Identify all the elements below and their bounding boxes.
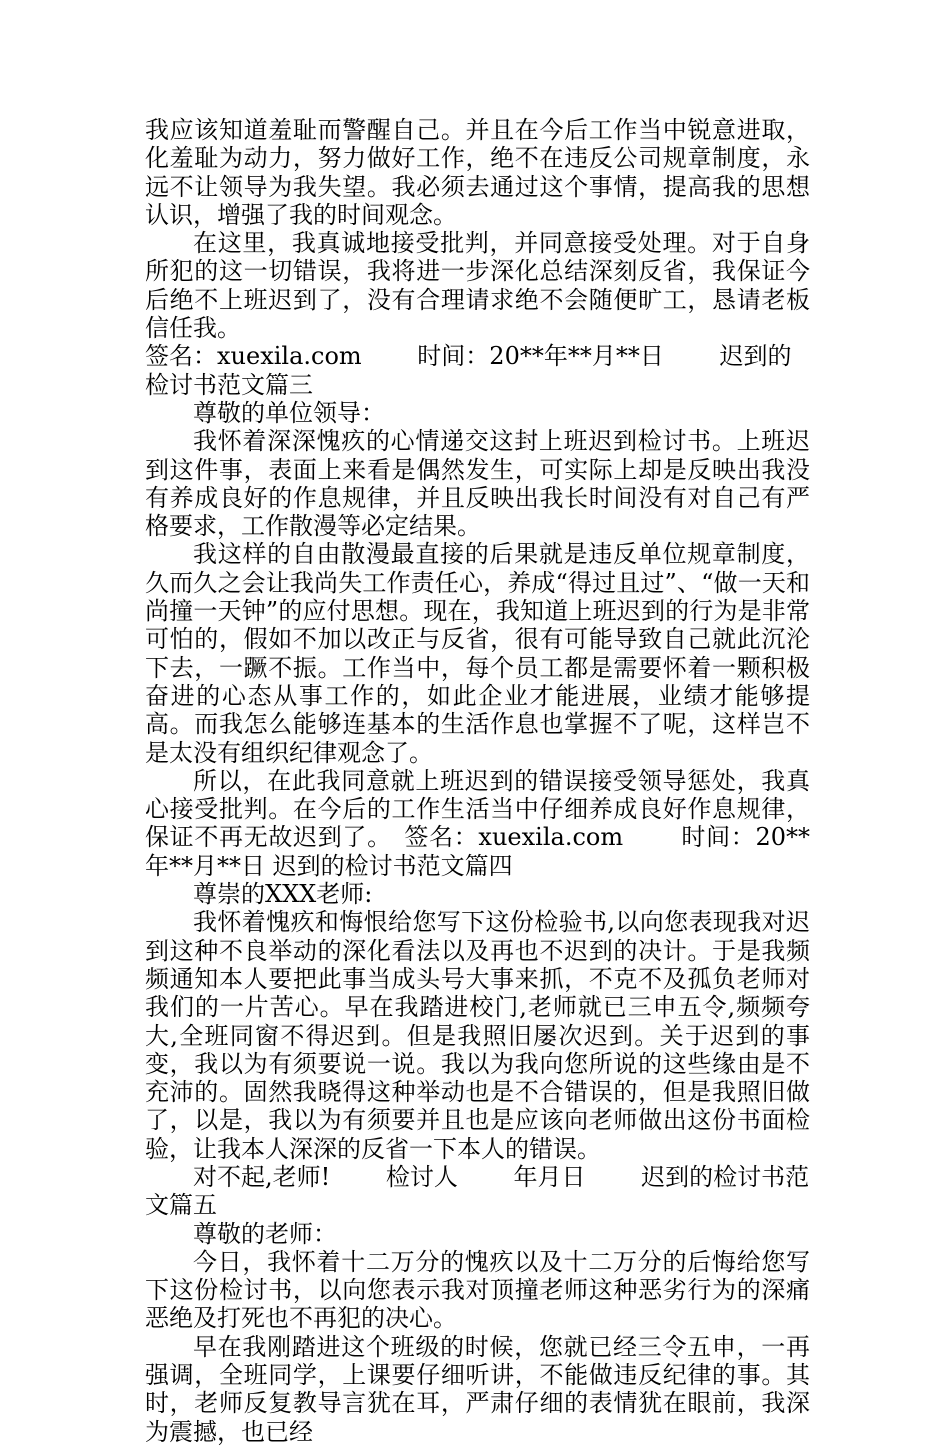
paragraph-8: 早在我刚踏进这个班级的时候，您就已经三令五申，一再强调，全班同学，上课要仔细听讲，不能做违反纪律的事。其时，老师反复教导言犹在耳，严肃仔细的表情犹在眼前，我深为震撼，也已经 [145,1332,810,1446]
document-page [145,116,810,1446]
paragraph-4: 我这样的自由散漫最直接的后果就是违反单位规章制度，久而久之会让我尚失工作责任心，养成“得过且过”、“做一天和尚撞一天钟”的应付思想。现在，我知道上班迟到的行为是非常可怕的，假如不加以改正与反省，很有可能导致自己就此沉沦下去，一蹶不振。工作当中，每个员工都是需要怀着一颗积极奋进的心态从事工作的，如此企业才能进展，业绩才能够提高。而我怎么能够连基本的生活作息也掌握不了呢，这样岂不是太没有组织纪律观念了。 [145,540,810,767]
paragraph-2: 在这里，我真诚地接受批判，并同意接受处理。对于自身所犯的这一切错误，我将进一步深化总结深刻反省，我保证今后绝不上班迟到了，没有合理请求绝不会随便旷工，恳请老板信任我。 [145,229,810,343]
paragraph-5: 所以，在此我同意就上班迟到的错误接受领导惩处，我真心接受批判。在今后的工作生活当中仔细养成良好作息规律，保证不再无故迟到了。 签名：xuexila.com 时间：20**年**月**日 迟到的检讨书范文篇四 [145,766,810,880]
paragraph-3: 我怀着深深愧疚的心情递交这封上班迟到检讨书。上班迟到这件事，表面上来看是偶然发生，可实际上却是反映出我没有养成良好的作息规律，并且反映出我长时间没有对自己有严格要求，工作散漫等必定结果。 [145,427,810,541]
salutation-2: 尊崇的XXX老师: [193,880,373,909]
salutation-1: 尊敬的单位领导： [193,398,385,427]
paragraph-1: 我应该知道羞耻而警醒自己。并且在今后工作当中锐意进取，化羞耻为动力，努力做好工作，绝不在违反公司规章制度，永远不让领导为我失望。我必须去通过这个事情，提高我的思想认识，增强了我的时间观念。 [145,116,810,229]
signature-line-2: 对不起,老师! 检讨人 年月日 迟到的检讨书范文篇五 [145,1162,810,1220]
paragraph-6: 我怀着愧疚和悔恨给您写下这份检验书,以向您表现我对迟到这种不良举动的深化看法以及再也不迟到的决计。于是我频频通知本人要把此事当成头号大事来抓，不克不及孤负老师对我们的一片苦心。早在我踏进校门,老师就已三申五令,频频夸大,全班同窗不得迟到。但是我照旧屡次迟到。关于迟到的事变，我以为有须要说一说。我以为我向您所说的这些缘由是不充沛的。固然我晓得这种举动也是不合错误的，但是我照旧做了，以是，我以为有须要并且也是应该向老师做出这份书面检验，让我本人深深的反省一下本人的错误。 [145,908,810,1163]
salutation-3: 尊敬的老师： [193,1219,337,1248]
paragraph-7: 今日，我怀着十二万分的愧疚以及十二万分的后悔给您写下这份检讨书，以向您表示我对顶撞老师这种恶劣行为的深痛恶绝及打死也不再犯的决心。 [145,1247,810,1333]
signature-line-1: 签名：xuexila.com 时间：20**年**月**日 迟到的检讨书范文篇三 [145,342,792,399]
